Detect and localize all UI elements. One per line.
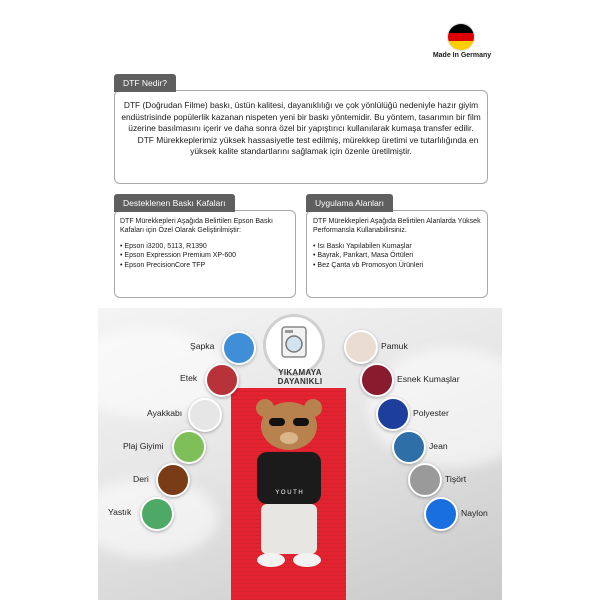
print-heads-list	[120, 242, 290, 270]
hat-icon	[222, 331, 256, 365]
material-label: Pamuk	[381, 341, 408, 351]
usage-areas-tag: Uygulama Alanları	[306, 194, 393, 212]
red-ribbon	[231, 388, 346, 600]
material-label: Yastık	[108, 507, 132, 517]
shoe-icon	[188, 398, 222, 432]
stretch-fabric-icon	[360, 363, 394, 397]
swimwear-icon	[172, 430, 206, 464]
list-item: • Epson PrecisionCore TFP	[120, 261, 290, 270]
polyester-icon	[376, 397, 410, 431]
print-heads-content	[120, 217, 290, 270]
list-item: • Isı Baskı Yapılabilen Kumaşlar	[313, 242, 481, 251]
made-in-germany-text: Made In Germany	[432, 52, 492, 59]
cotton-icon	[344, 330, 378, 364]
list-item: • Bez Çanta vb Promosyon Ürünleri	[313, 261, 481, 270]
material-label: Şapka	[190, 341, 215, 351]
pillow-icon	[140, 497, 174, 531]
material-label: Ayakkabı	[147, 408, 183, 418]
material-label: Etek	[180, 373, 198, 383]
material-label: Jean	[429, 441, 448, 451]
leather-icon	[156, 463, 190, 497]
dtf-paragraph-2: DTF Mürekkeplerimiz yüksek hassasiyetle test edilmiş, mürekkep üretimi ve tutarlılığında en yüksek kalite standartlarını sağlamak için özenle üretilmiştir.	[137, 134, 479, 157]
material-label: Naylon	[461, 508, 488, 518]
flag-stripe-gold	[448, 41, 474, 50]
dtf-paragraph-1: DTF (Doğrudan Filme) baskı, üstün kalitesi, dayanıklılığı ve çok yönlülüğü nedeniyle hazır giyim endüstrisinde popülerlik kazanan nispeten yeni bir baskı yöntemidir. Bu yöntem, tasarımın bir film üzerine basılmasını içerir ve daha sonra özel bir yapıştırıcı kullanılarak kumaşa transfer edilir.	[121, 100, 481, 134]
teddy-bear-print	[231, 388, 346, 600]
dtf-description	[120, 100, 482, 158]
wash-label-line-1: YIKAMAYA	[278, 368, 322, 377]
germany-flag-icon	[447, 23, 475, 51]
flag-stripe-black	[448, 24, 474, 33]
list-item: • Epson Expression Premium XP-600	[120, 251, 290, 260]
material-label: Plaj Giyimi	[123, 441, 164, 451]
material-label: Polyester	[413, 408, 449, 418]
denim-icon	[392, 430, 426, 464]
tshirt-icon	[408, 463, 442, 497]
flag-stripe-red	[448, 33, 474, 42]
list-item: • Epson i3200, 5113, R1390	[120, 242, 290, 251]
nylon-icon	[424, 497, 458, 531]
material-label: Deri	[133, 474, 149, 484]
usage-areas-content	[313, 217, 481, 270]
print-heads-intro: DTF Mürekkepleri Aşağıda Belirtilen Epson Baskı Kafaları için Özel Olarak Geliştirilmiştir:	[120, 218, 273, 235]
wash-resistant-label	[262, 368, 338, 386]
washing-machine-icon	[263, 314, 325, 376]
skirt-icon	[205, 363, 239, 397]
usage-areas-list	[313, 242, 481, 270]
usage-areas-intro: DTF Mürekkepleri Aşağıda Belirtilen Alanlarda Yüksek Performansla Kullanabilirsiniz.	[313, 218, 481, 235]
material-label: Tişört	[445, 474, 467, 484]
list-item: • Bayrak, Pankart, Masa Örtüleri	[313, 251, 481, 260]
print-heads-tag: Desteklenen Baskı Kafaları	[114, 194, 235, 212]
bear-shirt-text: Y O U T H	[275, 490, 303, 496]
material-label: Esnek Kumaşlar	[397, 374, 460, 384]
dtf-section-tag: DTF Nedir?	[114, 74, 176, 92]
wash-label-line-2: DAYANIKLI	[277, 377, 323, 387]
